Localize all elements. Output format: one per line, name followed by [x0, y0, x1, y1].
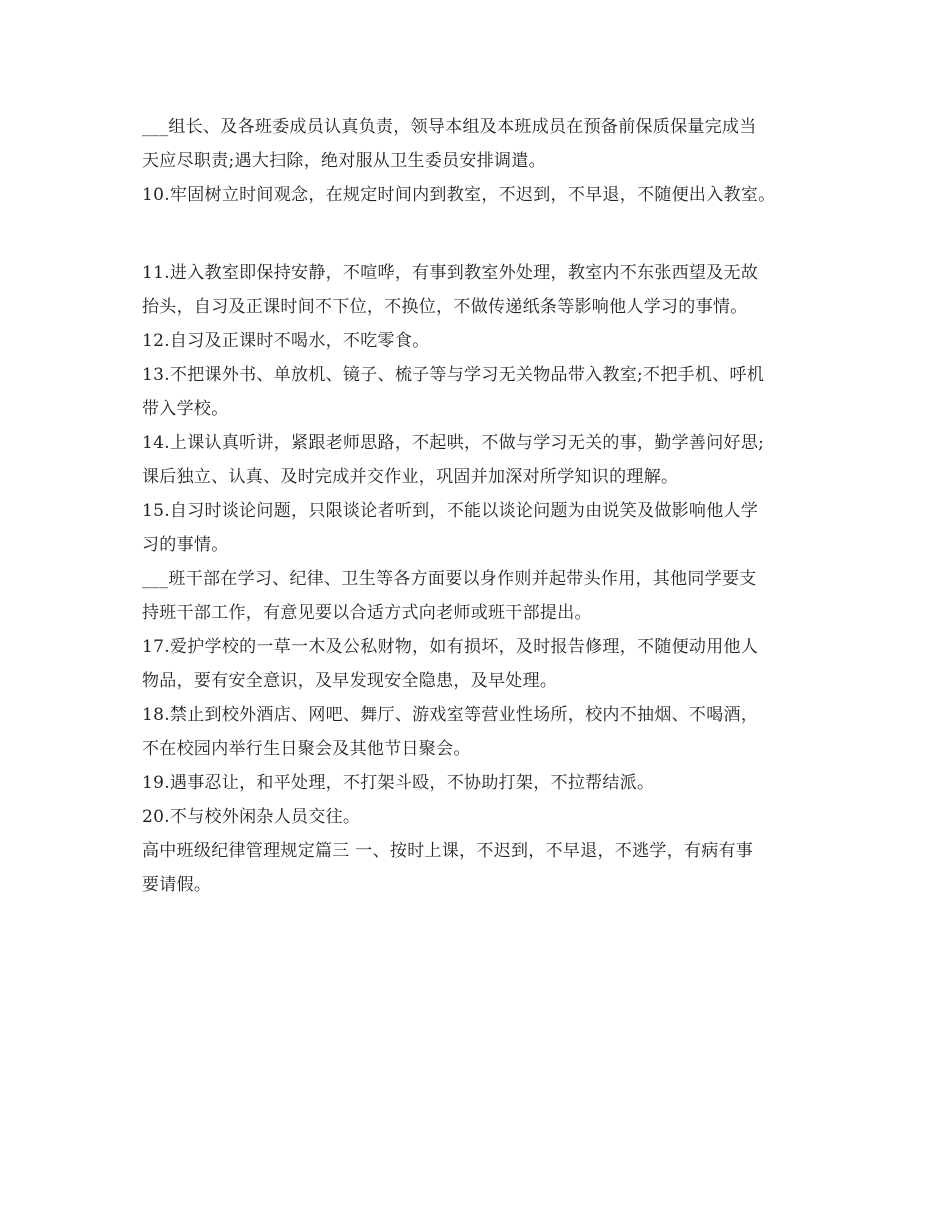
text-line: 19.遇事忍让，和平处理，不打架斗殴，不协助打架，不拉帮结派。: [142, 773, 655, 793]
text-line: 15.自习时谈论问题，只限谈论者听到，不能以谈论问题为由说笑及做影响他人学: [142, 501, 759, 521]
text-line: 要请假。: [142, 875, 212, 895]
text-line: ___组长、及各班委成员认真负责，领导本组及本班成员在预备前保质保量完成当: [142, 117, 757, 137]
text-line: 带入学校。: [142, 399, 229, 419]
text-line: 物品，要有安全意识，及早发现安全隐患，及早处理。: [142, 671, 558, 691]
paragraph-gap: [142, 212, 832, 256]
text-line: 持班干部工作，有意见要以合适方式向老师或班干部提出。: [142, 603, 592, 623]
text-line: 抬头，自习及正课时间不下位，不换位，不做传递纸条等影响他人学习的事情。: [142, 297, 748, 317]
text-line: 13.不把课外书、单放机、镜子、梳子等与学习无关物品带入教室;不把手机、呼机: [142, 365, 765, 385]
text-line: 17.爱护学校的一草一木及公私财物，如有损坏，及时报告修理，不随便动用他人: [142, 637, 759, 657]
text-line: 高中班级纪律管理规定篇三 一、按时上课，不迟到，不早退，不逃学，有病有事: [142, 841, 754, 861]
text-line: 习的事情。: [142, 535, 229, 555]
text-line: 课后独立、认真、及时完成并交作业，巩固并加深对所学知识的理解。: [142, 467, 679, 487]
text-line: 12.自习及正课时不喝水，不吃零食。: [142, 331, 430, 351]
text-line: 18.禁止到校外酒店、网吧、舞厅、游戏室等营业性场所，校内不抽烟、不喝酒，: [142, 705, 759, 725]
text-line: 天应尽职责;遇大扫除，绝对服从卫生委员安排调遣。: [142, 151, 546, 171]
text-line: ___班干部在学习、纪律、卫生等各方面要以身作则并起带头作用，其他同学要支: [142, 569, 757, 589]
text-line: 10.牢固树立时间观念，在规定时间内到教室，不迟到，不早退，不随便出入教室。: [142, 185, 776, 205]
document-page: [142, 110, 832, 902]
text-line: 不在校园内举行生日聚会及其他节日聚会。: [142, 739, 471, 759]
text-line: 14.上课认真听讲，紧跟老师思路，不起哄，不做与学习无关的事，勤学善问好思;: [142, 433, 765, 453]
text-line: 20.不与校外闲杂人员交往。: [142, 807, 361, 827]
text-line: 11.进入教室即保持安静，不喧哗，有事到教室外处理，教室内不东张西望及无故: [142, 263, 759, 283]
